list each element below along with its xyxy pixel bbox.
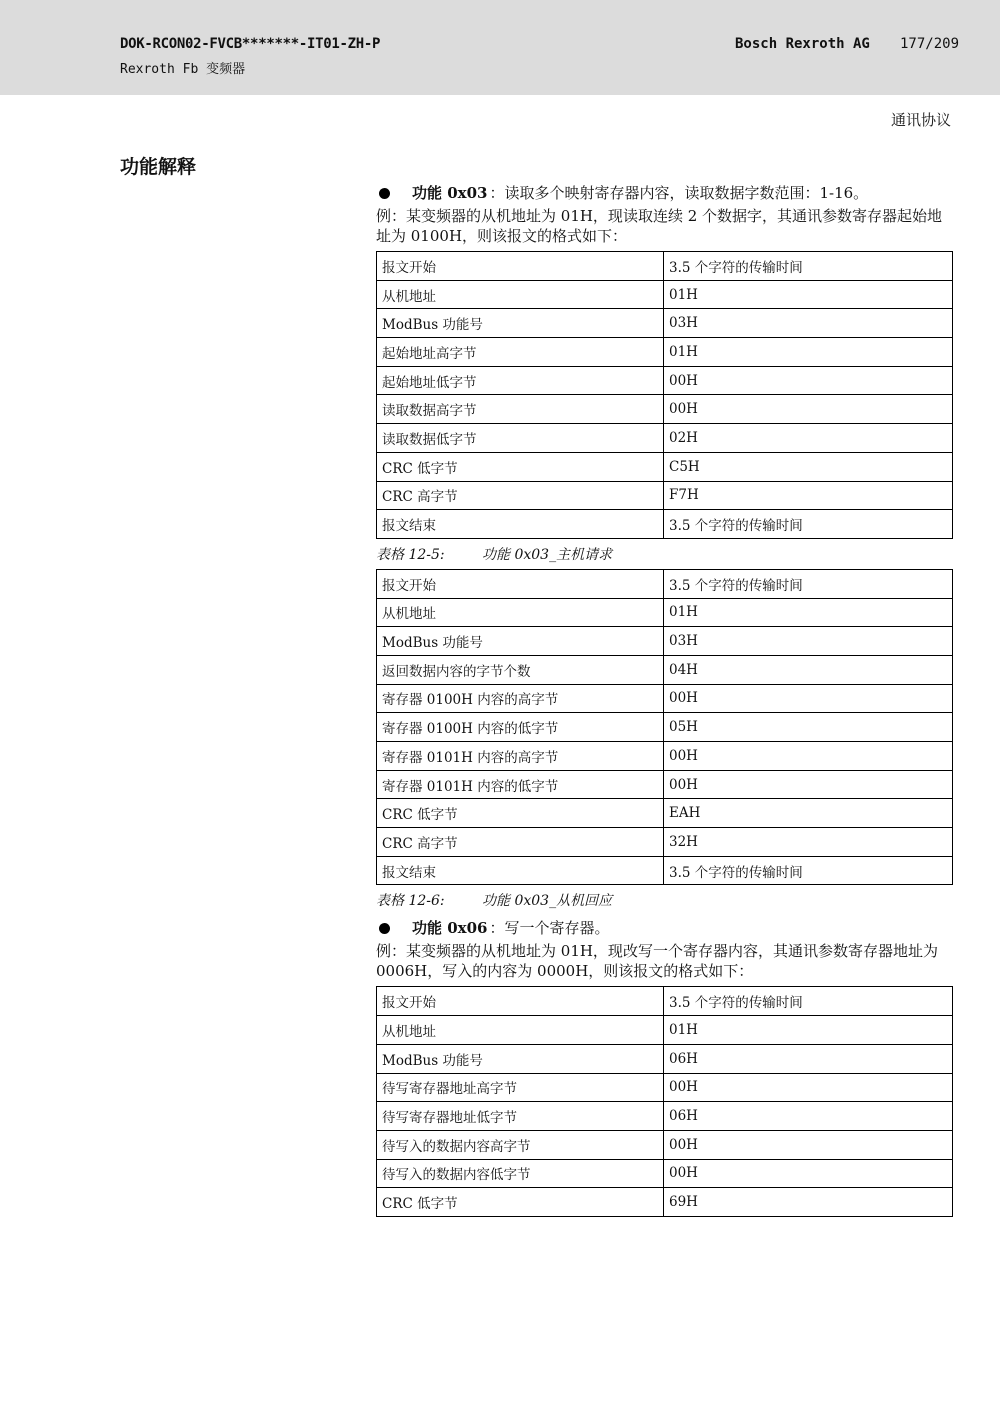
field-name-cell: 寄存器 0101H 内容的高字节 xyxy=(377,742,664,771)
table-row xyxy=(377,770,953,799)
field-value-cell: C5H xyxy=(664,452,953,481)
field-name-cell: 报文开始 xyxy=(377,569,664,598)
page-title: 功能解释 xyxy=(120,156,197,178)
table-row xyxy=(377,713,953,742)
field-value-cell: 05H xyxy=(664,713,953,742)
field-name-cell: CRC 低字节 xyxy=(377,452,664,481)
caption-text: 功能 0x03_主机请求 xyxy=(482,546,613,563)
field-value-cell: 3.5 个字符的传输时间 xyxy=(664,569,953,598)
table-row xyxy=(377,1159,953,1188)
field-value-cell: 00H xyxy=(664,770,953,799)
table-caption xyxy=(376,891,953,911)
table-row xyxy=(377,338,953,367)
table-function-0x03-response xyxy=(376,569,953,886)
field-name-cell: CRC 低字节 xyxy=(377,799,664,828)
caption-number: 表格 12-6: xyxy=(376,893,445,910)
field-value-cell: 01H xyxy=(664,598,953,627)
field-value-cell: 32H xyxy=(664,828,953,857)
bullet-text: ：读取多个映射寄存器内容，读取数据字数范围：1-16。 xyxy=(489,184,869,202)
field-name-cell: 从机地址 xyxy=(377,1016,664,1045)
field-value-cell: 01H xyxy=(664,338,953,367)
table-row xyxy=(377,799,953,828)
field-value-cell: 00H xyxy=(664,742,953,771)
field-name-cell: 报文结束 xyxy=(377,510,664,539)
table-row xyxy=(377,1073,953,1102)
section-label: 通讯协议 xyxy=(890,111,951,129)
field-name-cell: 从机地址 xyxy=(377,598,664,627)
table-row xyxy=(377,424,953,453)
table-row xyxy=(377,452,953,481)
field-value-cell: 04H xyxy=(664,655,953,684)
field-name-cell: 寄存器 0101H 内容的低字节 xyxy=(377,770,664,799)
field-name-cell: 读取数据低字节 xyxy=(377,424,664,453)
example-paragraph: 例：某变频器的从机地址为 01H，现读取连续 2 个数据字，其通讯参数寄存器起始地址为 0100H，则该报文的格式如下： xyxy=(376,207,943,245)
field-value-cell: 01H xyxy=(664,1016,953,1045)
caption-text: 功能 0x03_从机回应 xyxy=(482,893,613,910)
field-name-cell: CRC 高字节 xyxy=(377,481,664,510)
table-row xyxy=(377,742,953,771)
page-number: 177/209 xyxy=(900,36,960,52)
table-row xyxy=(377,395,953,424)
field-name-cell: 待写入的数据内容低字节 xyxy=(377,1159,664,1188)
table-row xyxy=(377,569,953,598)
table-function-0x03-request xyxy=(376,251,953,539)
field-value-cell: 00H xyxy=(664,366,953,395)
table-row xyxy=(377,252,953,281)
bullet-icon xyxy=(379,923,390,934)
field-name-cell: ModBus 功能号 xyxy=(377,627,664,656)
field-name-cell: 报文开始 xyxy=(377,252,664,281)
field-value-cell: 3.5 个字符的传输时间 xyxy=(664,856,953,885)
table-row xyxy=(377,1130,953,1159)
field-name-cell: 起始地址高字节 xyxy=(377,338,664,367)
field-name-cell: 待写寄存器地址低字节 xyxy=(377,1102,664,1131)
field-value-cell: 01H xyxy=(664,280,953,309)
field-name-cell: 返回数据内容的字节个数 xyxy=(377,655,664,684)
field-name-cell: 待写入的数据内容高字节 xyxy=(377,1130,664,1159)
table-row xyxy=(377,366,953,395)
bullet-title: 功能 0x06 xyxy=(412,919,488,938)
table-row xyxy=(377,1044,953,1073)
main-content xyxy=(376,180,953,1217)
field-name-cell: 起始地址低字节 xyxy=(377,366,664,395)
caption-number: 表格 12-5: xyxy=(376,546,445,563)
field-value-cell: 06H xyxy=(664,1044,953,1073)
table-row xyxy=(377,627,953,656)
table-row xyxy=(377,510,953,539)
field-name-cell: 从机地址 xyxy=(377,280,664,309)
field-value-cell: 03H xyxy=(664,627,953,656)
field-name-cell: ModBus 功能号 xyxy=(377,1044,664,1073)
field-name-cell: 报文结束 xyxy=(377,856,664,885)
bullet-icon xyxy=(379,188,390,199)
field-value-cell: 00H xyxy=(664,395,953,424)
company-name: Bosch Rexroth AG xyxy=(735,36,870,52)
field-value-cell: 03H xyxy=(664,309,953,338)
field-name-cell: 报文开始 xyxy=(377,987,664,1016)
field-name-cell: 寄存器 0100H 内容的高字节 xyxy=(377,684,664,713)
document-subtitle: Rexroth Fb 变频器 xyxy=(120,62,246,77)
bullet-text: ：写一个寄存器。 xyxy=(489,919,610,938)
field-value-cell: 00H xyxy=(664,1073,953,1102)
field-value-cell: 06H xyxy=(664,1102,953,1131)
table-function-0x06-request xyxy=(376,986,953,1217)
table-row xyxy=(377,856,953,885)
field-value-cell: EAH xyxy=(664,799,953,828)
field-name-cell: 读取数据高字节 xyxy=(377,395,664,424)
field-name-cell: ModBus 功能号 xyxy=(377,309,664,338)
table-row xyxy=(377,1188,953,1217)
field-value-cell: 00H xyxy=(664,1159,953,1188)
bullet-function-0x03 xyxy=(376,180,953,206)
bullet-function-0x06 xyxy=(376,915,953,941)
field-value-cell: F7H xyxy=(664,481,953,510)
page-header xyxy=(0,0,1000,95)
field-value-cell: 3.5 个字符的传输时间 xyxy=(664,987,953,1016)
field-value-cell: 3.5 个字符的传输时间 xyxy=(664,252,953,281)
table-row xyxy=(377,1016,953,1045)
document-code: DOK-RCON02-FVCB*******-IT01-ZH-P xyxy=(120,36,381,52)
table-row xyxy=(377,309,953,338)
field-value-cell: 02H xyxy=(664,424,953,453)
field-name-cell: 待写寄存器地址高字节 xyxy=(377,1073,664,1102)
field-name-cell: 寄存器 0100H 内容的低字节 xyxy=(377,713,664,742)
field-value-cell: 00H xyxy=(664,684,953,713)
field-name-cell: CRC 高字节 xyxy=(377,828,664,857)
field-value-cell: 3.5 个字符的传输时间 xyxy=(664,510,953,539)
table-row xyxy=(377,987,953,1016)
field-name-cell: CRC 低字节 xyxy=(377,1188,664,1217)
table-row xyxy=(377,655,953,684)
table-row xyxy=(377,684,953,713)
table-row xyxy=(377,1102,953,1131)
table-caption xyxy=(376,545,953,565)
table-row xyxy=(377,481,953,510)
bullet-title: 功能 0x03 xyxy=(412,184,488,202)
field-value-cell: 69H xyxy=(664,1188,953,1217)
field-value-cell: 00H xyxy=(664,1130,953,1159)
table-row xyxy=(377,828,953,857)
example-paragraph: 例：某变频器的从机地址为 01H，现改写一个寄存器内容，其通讯参数寄存器地址为 0006H，写入的内容为 0000H，则该报文的格式如下： xyxy=(376,942,938,981)
table-row xyxy=(377,280,953,309)
table-row xyxy=(377,598,953,627)
